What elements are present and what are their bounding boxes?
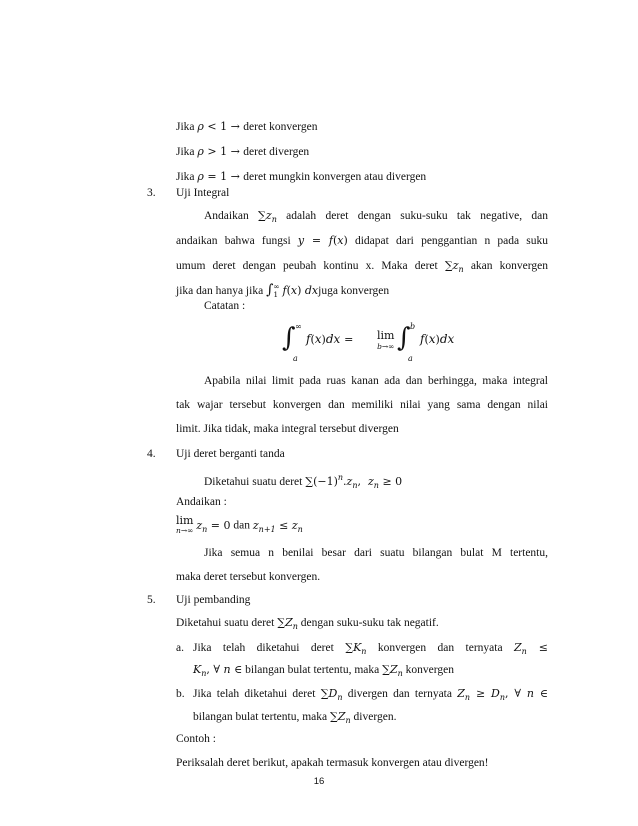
section-5-number: 5.: [147, 594, 156, 606]
sec3-para-line-4: jika dan hanya jika ∫ ∞ 1 f(x) dxjuga konvergen: [176, 282, 390, 300]
sec3-after-line-1: Apabila nilai limit pada ruas kanan ada dan berhingga, maka integral: [204, 375, 548, 387]
item-a-line-1: Jika telah diketahui deret $\sum K_n$ konvergen dan ternyata $Z_n$ ≤: [193, 641, 549, 656]
contoh-label: Contoh :: [176, 733, 216, 745]
section-5-title: Uji pembanding: [176, 594, 251, 606]
ratio-line-1: Jika ρ < 1 → deret konvergen: [176, 120, 318, 133]
sec4-diketahui-line: Diketahui suatu deret $\sum(-1)^n.z_n$, $z_n \ge 0$: [204, 473, 403, 490]
periksalah-line: Periksalah deret berikut, apakah termasuk konvergen atau divergen!: [176, 757, 489, 769]
page-number: 16: [313, 776, 325, 787]
sec4-limit-line: lim n→∞ $z_n = 0$ dan $z_{n+1} \le z_n$: [176, 514, 303, 535]
sec3-para-line-2: andaikan bahwa fungsi y = f(x) didapat dari penggantian n pada suku: [176, 234, 548, 247]
andaikan-label: Andaikan :: [176, 496, 227, 508]
sec3-para-line-1: Andaikan $\sum z_n$ adalah deret dengan suku-suku tak negative, dan: [204, 209, 548, 224]
item-a-line-2: $K_n$, ∀ n ∈ bilangan bulat tertentu, maka $\sum Z_n$ konvergen: [193, 663, 455, 678]
item-a-label: a.: [176, 642, 184, 654]
section-3-title: Uji Integral: [176, 187, 230, 199]
sec3-after-line-2: tak wajar tersebut konvergen dan memiliki nilai yang sama dengan nilai: [176, 399, 548, 411]
item-b-label: b.: [176, 688, 185, 700]
section-4-title: Uji deret berganti tanda: [176, 448, 285, 460]
ratio-line-2: Jika ρ > 1 → deret divergen: [176, 145, 310, 158]
sec5-diketahui-line: Diketahui suatu deret $\sum Z_n$ dengan suku-suku tak negatif.: [176, 616, 439, 631]
catatan-label: Catatan :: [204, 300, 246, 312]
integral-equation: ∫ ∞ a f(x)dx = lim b→∞ ∫ b a f(x)dx: [282, 322, 455, 363]
sec3-after-line-3: limit. Jika tidak, maka integral tersebut divergen: [176, 423, 399, 435]
section-4-number: 4.: [147, 448, 156, 460]
sec3-para-line-3: umum deret dengan peubah kontinu x. Maka deret $\sum z_n$ akan konvergen: [176, 259, 548, 274]
sec4-para-line-2: maka deret tersebut konvergen.: [176, 571, 321, 583]
sec4-para-line-1: Jika semua n benilai besar dari suatu bilangan bulat M tertentu,: [204, 547, 548, 559]
item-b-line-2: bilangan bulat tertentu, maka $\sum Z_n$ divergen.: [193, 710, 397, 725]
section-3-number: 3.: [147, 187, 156, 199]
item-b-line-1: Jika telah diketahui deret $\sum D_n$ divergen dan ternyata $Z_n \ge D_n$, ∀ n ∈: [193, 687, 549, 702]
ratio-line-3: Jika ρ = 1 → deret mungkin konvergen atau divergen: [176, 170, 427, 183]
